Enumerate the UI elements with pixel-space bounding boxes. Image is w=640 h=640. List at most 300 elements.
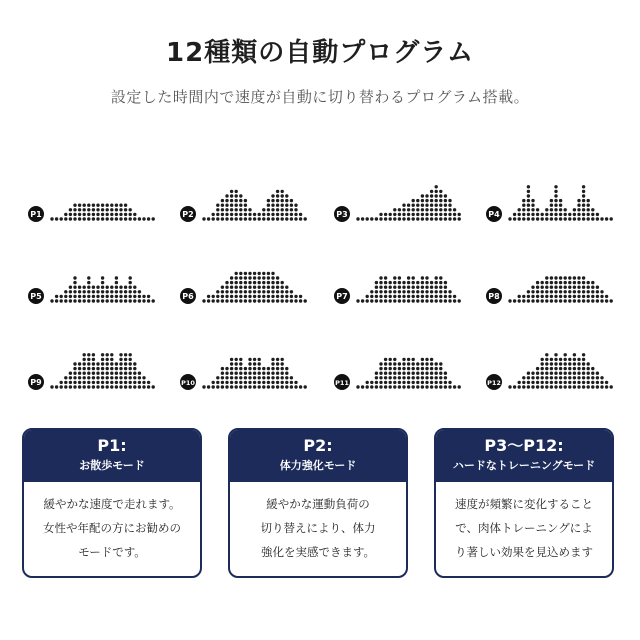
speed-dot [527, 217, 530, 220]
speed-dot [230, 208, 233, 211]
speed-dot [554, 362, 557, 365]
speed-dot [389, 376, 392, 379]
speed-dot [416, 217, 419, 220]
speed-dot [267, 299, 270, 302]
speed-dot [216, 204, 219, 207]
speed-dot [101, 217, 104, 220]
speed-dot [522, 299, 525, 302]
speed-dot [78, 213, 81, 216]
speed-dot [550, 367, 553, 370]
speed-dot [133, 213, 136, 216]
speed-dot [596, 381, 599, 384]
speed-dot [527, 204, 530, 207]
speed-dot [439, 194, 442, 197]
speed-dot [591, 367, 594, 370]
speed-dot [375, 281, 378, 284]
speed-dot [582, 372, 585, 375]
speed-dot [78, 295, 81, 298]
speed-dot [458, 217, 461, 220]
speed-dot [591, 299, 594, 302]
program-label: P1 [30, 210, 42, 219]
speed-dot [527, 208, 530, 211]
speed-dot [435, 199, 438, 202]
speed-dot [64, 213, 67, 216]
speed-dot [110, 208, 113, 211]
speed-dot [115, 217, 118, 220]
speed-dot [550, 290, 553, 293]
speed-dot [577, 385, 580, 388]
speed-dot [253, 295, 256, 298]
speed-dot [110, 358, 113, 361]
speed-dot [64, 295, 67, 298]
speed-dot [235, 358, 238, 361]
speed-dot [69, 213, 72, 216]
speed-dot [69, 385, 72, 388]
speed-dot [573, 367, 576, 370]
speed-dot [375, 295, 378, 298]
speed-dot [416, 376, 419, 379]
speed-dot [129, 286, 132, 289]
speed-dot [550, 385, 553, 388]
speed-dot [430, 213, 433, 216]
speed-dot [267, 213, 270, 216]
speed-dot [248, 217, 251, 220]
speed-dot [299, 385, 302, 388]
speed-dot [554, 353, 557, 356]
speed-dot [129, 372, 132, 375]
speed-dot [412, 299, 415, 302]
speed-dot [375, 286, 378, 289]
speed-dot [262, 372, 265, 375]
speed-dot [361, 217, 364, 220]
speed-dot [568, 295, 571, 298]
speed-dot [554, 295, 557, 298]
speed-dot [564, 367, 567, 370]
speed-dot [393, 358, 396, 361]
speed-dot [421, 194, 424, 197]
speed-dot [83, 295, 86, 298]
speed-dot [133, 367, 136, 370]
speed-dot [262, 385, 265, 388]
speed-dot [262, 295, 265, 298]
speed-dot [421, 358, 424, 361]
speed-dot [439, 199, 442, 202]
speed-dot [402, 286, 405, 289]
speed-dot [444, 299, 447, 302]
speed-dot [554, 358, 557, 361]
speed-dot [115, 295, 118, 298]
speed-dot [101, 376, 104, 379]
speed-dot [147, 299, 150, 302]
speed-dot [258, 376, 261, 379]
speed-dot [216, 290, 219, 293]
speed-dot [230, 217, 233, 220]
speed-dot [591, 295, 594, 298]
speed-dot [444, 199, 447, 202]
speed-dot [110, 381, 113, 384]
speed-dot [216, 295, 219, 298]
speed-dot [356, 217, 359, 220]
speed-dot [230, 213, 233, 216]
speed-dot [101, 276, 104, 279]
speed-dot [448, 208, 451, 211]
speed-dot [412, 286, 415, 289]
speed-dot [55, 385, 58, 388]
speed-dot [545, 353, 548, 356]
speed-dot [281, 204, 284, 207]
mode-card-number: P3〜P12: [484, 436, 564, 455]
mode-card-name: ハードなトレーニングモード [452, 459, 596, 472]
speed-dot [73, 299, 76, 302]
description-line: 速度が頻繁に変化すること [455, 497, 593, 511]
speed-dot [271, 295, 274, 298]
speed-dot [393, 208, 396, 211]
speed-dot [550, 276, 553, 279]
speed-dot [600, 217, 603, 220]
speed-dot [239, 381, 242, 384]
speed-dot [285, 372, 288, 375]
speed-dot [133, 372, 136, 375]
speed-dot [69, 286, 72, 289]
mode-card-number: P2: [303, 436, 333, 455]
speed-dot [545, 362, 548, 365]
program-p8 [486, 276, 613, 304]
speed-dot [375, 290, 378, 293]
speed-dot [258, 358, 261, 361]
speed-dot [564, 295, 567, 298]
speed-dot [375, 217, 378, 220]
speed-dot [276, 194, 279, 197]
speed-dot [83, 290, 86, 293]
mode-card-p1 [22, 428, 202, 578]
speed-dot [531, 385, 534, 388]
speed-dot [73, 213, 76, 216]
speed-dot [453, 208, 456, 211]
speed-dot [106, 376, 109, 379]
speed-dot [398, 213, 401, 216]
speed-dot [412, 381, 415, 384]
speed-dot [568, 299, 571, 302]
speed-dot [541, 385, 544, 388]
speed-dot [239, 194, 242, 197]
speed-dot [407, 376, 410, 379]
speed-dot [600, 299, 603, 302]
speed-dot [527, 199, 530, 202]
speed-dot [412, 213, 415, 216]
speed-dot [87, 276, 90, 279]
speed-dot [230, 385, 233, 388]
speed-dot [271, 204, 274, 207]
page-title: 12種類の自動プログラム [166, 38, 474, 68]
mode-card-header [230, 430, 406, 482]
speed-dot [129, 362, 132, 365]
speed-dot [239, 199, 242, 202]
speed-dot [435, 204, 438, 207]
speed-dot [439, 213, 442, 216]
speed-dot [550, 281, 553, 284]
speed-dot [230, 295, 233, 298]
speed-dot [398, 299, 401, 302]
speed-dot [444, 204, 447, 207]
speed-dot [276, 385, 279, 388]
speed-dot [407, 299, 410, 302]
speed-dot [448, 290, 451, 293]
speed-dot [138, 372, 141, 375]
speed-dot [541, 290, 544, 293]
speed-dot [87, 362, 90, 365]
speed-dot [119, 213, 122, 216]
speed-dot [239, 281, 242, 284]
speed-dot [430, 358, 433, 361]
program-label: P8 [488, 292, 500, 301]
speed-dot [531, 204, 534, 207]
speed-dot [60, 295, 63, 298]
speed-dot [244, 199, 247, 202]
speed-dot [147, 381, 150, 384]
speed-dot [299, 213, 302, 216]
speed-dot [281, 286, 284, 289]
speed-dot [244, 290, 247, 293]
speed-dot [239, 286, 242, 289]
program-p2 [180, 190, 307, 222]
speed-dot [235, 276, 238, 279]
speed-dot [559, 286, 562, 289]
speed-dot [235, 290, 238, 293]
speed-dot [96, 381, 99, 384]
speed-dot [64, 299, 67, 302]
speed-dot [276, 204, 279, 207]
speed-dot [536, 217, 539, 220]
speed-dot [564, 376, 567, 379]
speed-dot [550, 286, 553, 289]
speed-dot [425, 358, 428, 361]
speed-dot [285, 213, 288, 216]
speed-dot [221, 367, 224, 370]
speed-dot [444, 372, 447, 375]
speed-dot [276, 190, 279, 193]
speed-dot [444, 217, 447, 220]
speed-dot [596, 372, 599, 375]
speed-dot [425, 194, 428, 197]
speed-dot [235, 376, 238, 379]
speed-dot [412, 385, 415, 388]
speed-dot [285, 208, 288, 211]
speed-dot [421, 299, 424, 302]
speed-dot [239, 213, 242, 216]
speed-dot [115, 204, 118, 207]
speed-dot [591, 381, 594, 384]
speed-dot [69, 299, 72, 302]
speed-dot [596, 299, 599, 302]
speed-dot [610, 217, 613, 220]
speed-dot [147, 385, 150, 388]
speed-dot [285, 381, 288, 384]
speed-dot [253, 299, 256, 302]
speed-dot [106, 217, 109, 220]
speed-dot [430, 295, 433, 298]
speed-dot [101, 358, 104, 361]
speed-dot [110, 353, 113, 356]
speed-dot [393, 286, 396, 289]
speed-dot [389, 286, 392, 289]
speed-dot [83, 358, 86, 361]
program-p3 [334, 185, 461, 222]
speed-dot [421, 362, 424, 365]
speed-dot [258, 295, 261, 298]
speed-dot [202, 299, 205, 302]
speed-dot [393, 381, 396, 384]
speed-dot [564, 362, 567, 365]
speed-dot [133, 362, 136, 365]
speed-dot [444, 286, 447, 289]
speed-dot [435, 372, 438, 375]
speed-dot [78, 385, 81, 388]
speed-dot [600, 295, 603, 298]
speed-dot [64, 381, 67, 384]
speed-dot [416, 204, 419, 207]
speed-dot [290, 385, 293, 388]
speed-dot [101, 385, 104, 388]
program-p12 [486, 353, 613, 390]
speed-dot [138, 385, 141, 388]
speed-dot [152, 299, 155, 302]
speed-dot [276, 208, 279, 211]
speed-dot [402, 204, 405, 207]
speed-dot [239, 385, 242, 388]
speed-dot [92, 299, 95, 302]
speed-dot [267, 204, 270, 207]
speed-dot [138, 217, 141, 220]
speed-dot [402, 381, 405, 384]
speed-dot [379, 372, 382, 375]
speed-dot [78, 362, 81, 365]
speed-dot [425, 276, 428, 279]
speed-dot [73, 372, 76, 375]
speed-dot [96, 372, 99, 375]
speed-dot [522, 385, 525, 388]
speed-dot [425, 362, 428, 365]
speed-dot [554, 190, 557, 193]
speed-dot [430, 281, 433, 284]
program-label: P4 [488, 210, 500, 219]
speed-dot [83, 286, 86, 289]
speed-dot [541, 286, 544, 289]
speed-dot [119, 204, 122, 207]
speed-dot [239, 204, 242, 207]
speed-dot [276, 286, 279, 289]
speed-dot [384, 290, 387, 293]
speed-dot [225, 295, 228, 298]
speed-dot [119, 208, 122, 211]
speed-dot [513, 217, 516, 220]
mode-card-name: 体力強化モード [279, 459, 357, 472]
speed-dot [564, 290, 567, 293]
speed-dot [425, 213, 428, 216]
speed-dot [425, 217, 428, 220]
speed-dot [239, 358, 242, 361]
speed-dot [568, 376, 571, 379]
speed-dot [435, 213, 438, 216]
speed-dot [258, 290, 261, 293]
speed-dot [439, 290, 442, 293]
speed-dot [605, 385, 608, 388]
speed-dot [96, 385, 99, 388]
speed-dot [587, 281, 590, 284]
speed-dot [244, 367, 247, 370]
speed-dot [253, 281, 256, 284]
speed-dot [435, 190, 438, 193]
speed-dot [276, 299, 279, 302]
speed-dot [235, 385, 238, 388]
speed-dot [73, 276, 76, 279]
speed-dot [78, 286, 81, 289]
speed-dot [73, 385, 76, 388]
speed-dot [366, 295, 369, 298]
speed-dot [416, 362, 419, 365]
speed-dot [230, 199, 233, 202]
speed-dot [379, 381, 382, 384]
speed-dot [591, 213, 594, 216]
speed-dot [605, 217, 608, 220]
speed-dot [239, 290, 242, 293]
speed-dot [78, 204, 81, 207]
speed-dot [271, 208, 274, 211]
speed-dot [124, 385, 127, 388]
speed-dot [425, 286, 428, 289]
speed-dot [78, 376, 81, 379]
speed-dot [435, 362, 438, 365]
speed-dot [262, 367, 265, 370]
speed-dot [393, 290, 396, 293]
speed-dot [527, 295, 530, 298]
speed-dot [536, 372, 539, 375]
speed-dot [253, 358, 256, 361]
speed-dot [435, 286, 438, 289]
speed-dot [115, 213, 118, 216]
speed-dot [541, 381, 544, 384]
program-label: P2 [182, 210, 194, 219]
speed-dot [248, 276, 251, 279]
speed-dot [416, 290, 419, 293]
speed-dot [393, 217, 396, 220]
speed-dot [271, 286, 274, 289]
speed-dot [73, 362, 76, 365]
speed-dot [124, 376, 127, 379]
speed-dot [564, 208, 567, 211]
speed-dot [235, 295, 238, 298]
speed-dot [73, 381, 76, 384]
speed-dot [389, 362, 392, 365]
speed-dot [596, 290, 599, 293]
speed-dot [142, 376, 145, 379]
speed-dot [435, 208, 438, 211]
speed-dot [444, 295, 447, 298]
speed-dot [244, 376, 247, 379]
speed-dot [106, 290, 109, 293]
speed-dot [244, 217, 247, 220]
speed-dot [87, 286, 90, 289]
speed-dot [545, 381, 548, 384]
speed-dot [276, 276, 279, 279]
speed-dot [142, 381, 145, 384]
speed-dot [379, 290, 382, 293]
speed-dot [582, 385, 585, 388]
speed-dot [235, 372, 238, 375]
speed-dot [402, 358, 405, 361]
speed-dot [244, 204, 247, 207]
speed-dot [299, 299, 302, 302]
speed-dot [527, 372, 530, 375]
